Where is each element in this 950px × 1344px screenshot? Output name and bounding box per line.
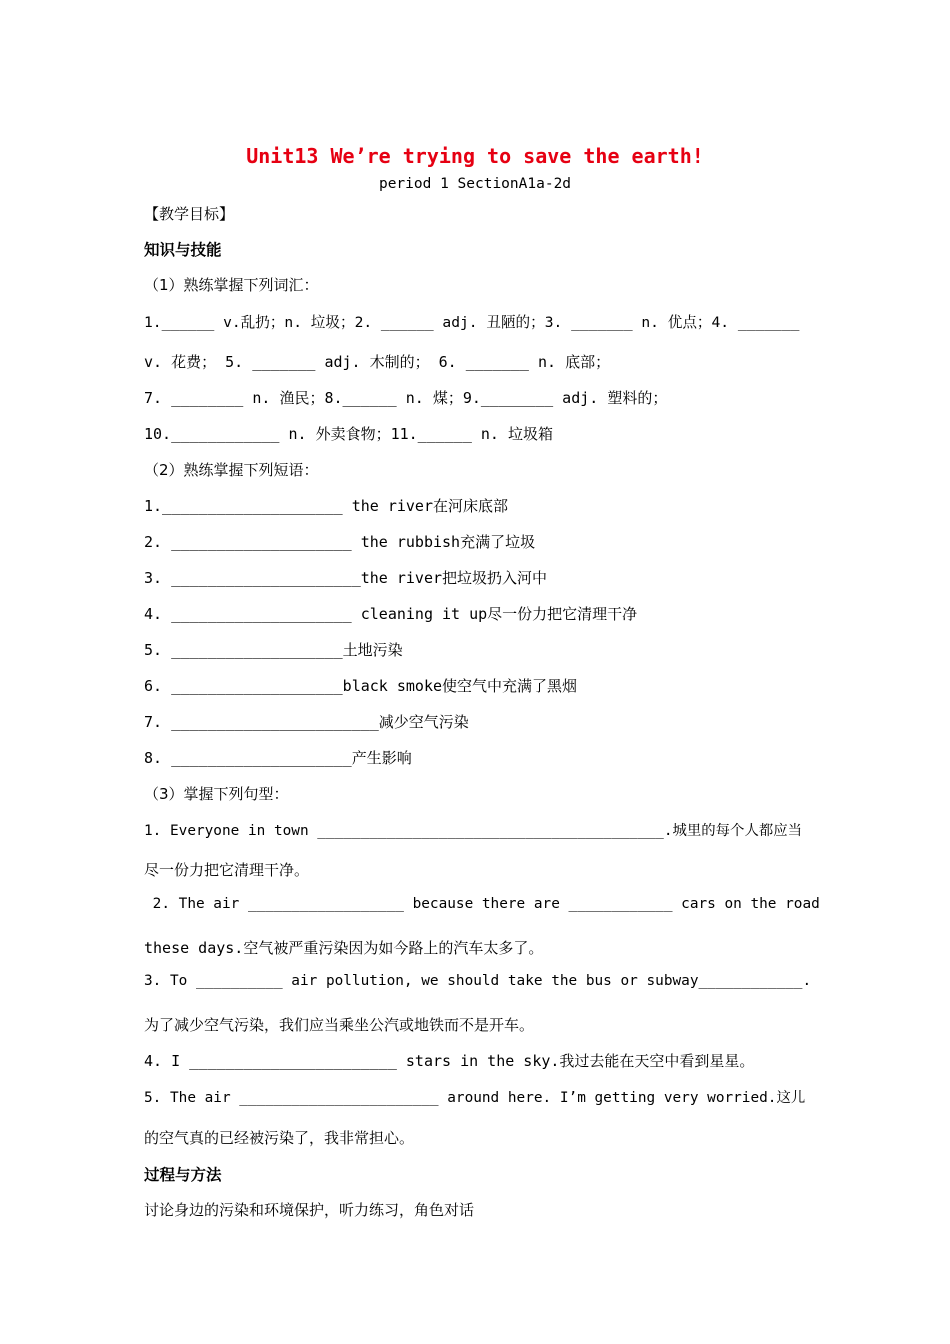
sentence-line: these days.空气被严重污染因为如今路上的汽车太多了。 [144,939,544,957]
sentence-line: 4. I _______________________ stars in the sky.我过去能在天空中看到星星。 [144,1052,755,1070]
sentence-line: 3. To __________ air pollution, we should take the bus or subway____________. [144,973,812,989]
vocab-line: 7. ________ n. 渔民；8.______ n. 煤；9.________ adj. 塑料的； [144,389,668,407]
phrase-line: 3. _____________________the river把垃圾扔入河中 [144,569,548,587]
section-heading-process: 过程与方法 [144,1166,222,1184]
phrase-line: 4. ____________________ cleaning it up尽一份力把它清理干净 [144,605,638,623]
phrase-line: 2. ____________________ the rubbish充满了垃圾 [144,533,536,551]
sentence-line: 尽一份力把它清理干净。 [144,861,310,879]
page-subtitle: period 1 SectionA1a-2d [378,176,572,192]
sentence-line: 的空气真的已经被污染了，我非常担心。 [144,1129,415,1147]
process-description: 讨论身边的污染和环境保护，听力练习，角色对话 [144,1201,475,1219]
sentence-line: 5. The air _______________________ around here. I’m getting very worried.这儿 [144,1090,806,1106]
sentence-line: 为了减少空气污染，我们应当乘坐公汽或地铁而不是开车。 [144,1016,535,1034]
sentence-line: 1. Everyone in town ________________________________________.城里的每个人都应当 [144,823,803,839]
page-title: Unit13 We’re trying to save the earth! [246,144,704,168]
sentence-line: 2. The air __________________ because there are ____________ cars on the road [144,896,820,912]
section-heading-knowledge: 知识与技能 [144,241,222,259]
phrase-line: 1.____________________ the river在河床底部 [144,497,508,515]
phrase-line: 5. ___________________土地污染 [144,641,403,659]
subsection-phrases: （2）熟练掌握下列短语： [144,461,319,479]
vocab-line: v. 花费； 5. _______ adj. 木制的； 6. _______ n. 底部； [144,353,611,371]
section-heading-goals: 【教学目标】 [144,205,235,223]
vocab-line: 10.____________ n. 外卖食物；11.______ n. 垃圾箱 [144,425,553,443]
vocab-line: 1.______ v.乱扔；n. 垃圾；2. ______ adj. 丑陋的；3. _______ n. 优点；4. _______ [144,314,800,331]
phrase-line: 6. ___________________black smoke使空气中充满了黑烟 [144,677,578,695]
phrase-line: 7. _______________________减少空气污染 [144,713,469,731]
phrase-line: 8. ____________________产生影响 [144,749,412,767]
subsection-vocabulary: （1）熟练掌握下列词汇： [144,276,319,294]
subsection-sentences: （3）掌握下列句型： [144,785,289,803]
